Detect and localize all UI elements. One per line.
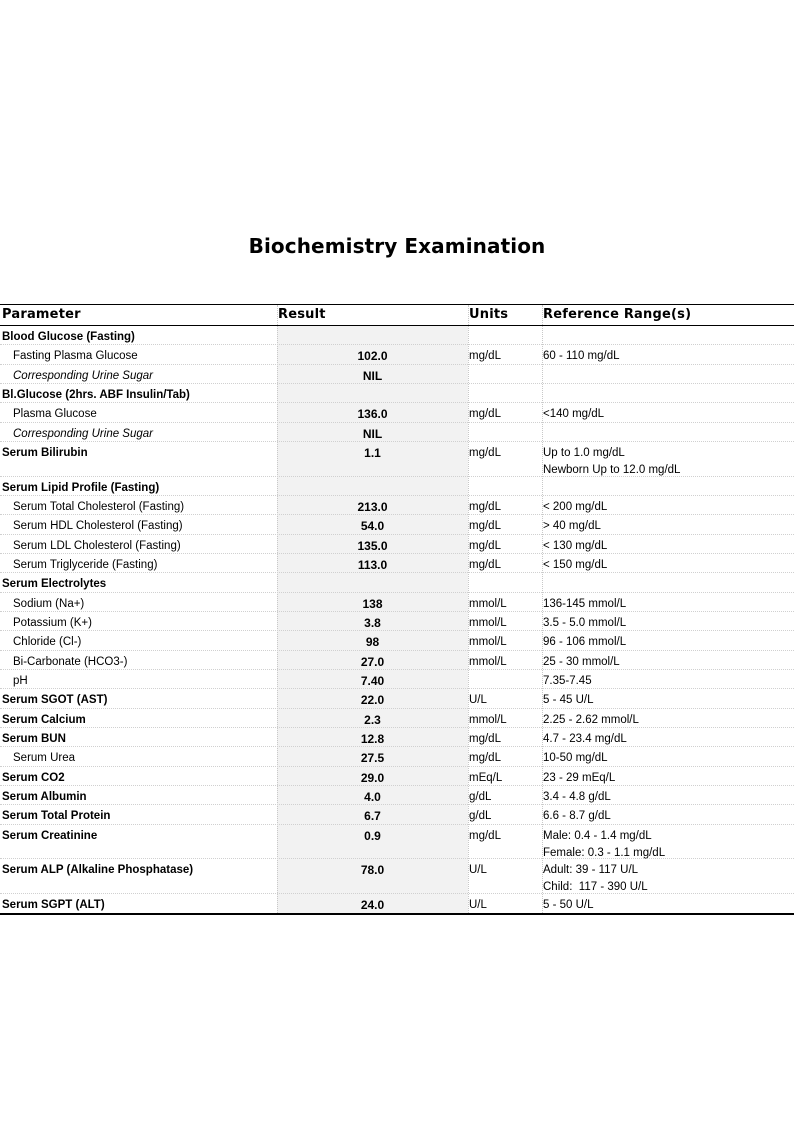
row-result: NIL <box>362 426 383 441</box>
row-result: 3.8 <box>364 615 381 630</box>
row-parameter: Serum Triglyceride (Fasting) <box>13 558 158 571</box>
row-reference: 7.35-7.45 <box>543 675 592 687</box>
reference-line: Newborn Up to 12.0 mg/dL <box>543 464 681 477</box>
row-result: 78.0 <box>360 863 385 878</box>
row-parameter: pH <box>13 675 28 687</box>
page-title: Biochemistry Examination <box>248 234 546 258</box>
table-row <box>0 631 794 650</box>
row-result: 27.0 <box>360 654 385 669</box>
reference-line: Male: 0.4 - 1.4 mg/dL <box>543 829 652 842</box>
row-parameter: Chloride (Cl-) <box>13 636 82 649</box>
reference-line: Up to 1.0 mg/dL <box>543 447 625 460</box>
row-reference: 96 - 106 mmol/L <box>543 636 627 649</box>
table-row <box>0 496 794 515</box>
row-parameter: Serum Calcium <box>2 713 86 726</box>
row-reference: 136-145 mmol/L <box>543 597 627 610</box>
row-result: 6.7 <box>364 809 381 824</box>
header-reference: Reference Range(s) <box>543 307 692 322</box>
row-result: 7.40 <box>360 674 385 688</box>
row-parameter: Corresponding Urine Sugar <box>13 427 153 440</box>
table-row <box>0 728 794 747</box>
row-parameter: Serum HDL Cholesterol (Fasting) <box>13 520 183 533</box>
reference-line: Female: 0.3 - 1.1 mg/dL <box>543 846 666 859</box>
row-parameter: Serum CO2 <box>2 771 65 784</box>
row-parameter: Serum Total Cholesterol (Fasting) <box>13 500 185 513</box>
row-reference: <140 mg/dL <box>543 408 605 421</box>
row-units: mg/dL <box>469 558 501 571</box>
row-result: 2.3 <box>364 712 381 727</box>
row-units: U/L <box>469 898 487 911</box>
row-result: 98 <box>365 635 380 650</box>
row-parameter: Serum SGOT (AST) <box>2 694 108 707</box>
row-reference <box>543 828 665 862</box>
row-reference: 3.5 - 5.0 mmol/L <box>543 616 627 629</box>
row-reference: 5 - 45 U/L <box>543 694 594 707</box>
row-units: mmol/L <box>469 616 507 629</box>
row-parameter: Serum Albumin <box>2 791 87 804</box>
row-reference: < 150 mg/dL <box>543 558 608 571</box>
row-parameter: Bl.Glucose (2hrs. ABF Insulin/Tab) <box>2 389 190 402</box>
row-parameter: Bi-Carbonate (HCO3-) <box>13 655 128 668</box>
row-units: mg/dL <box>469 829 501 842</box>
table-row <box>0 326 794 345</box>
row-reference: < 130 mg/dL <box>543 539 608 552</box>
row-reference: < 200 mg/dL <box>543 500 608 513</box>
table-row <box>0 554 794 573</box>
row-parameter: Serum Urea <box>13 752 75 765</box>
row-result: 4.0 <box>364 790 381 805</box>
row-parameter: Serum ALP (Alkaline Phosphatase) <box>2 864 194 877</box>
table-row <box>0 651 794 670</box>
row-result: 102.0 <box>357 349 388 364</box>
table-row <box>0 515 794 534</box>
row-result: NIL <box>362 368 383 383</box>
row-result: 1.1 <box>364 446 381 461</box>
row-result: 135.0 <box>357 538 388 553</box>
row-parameter: Sodium (Na+) <box>13 597 85 610</box>
table-row <box>0 593 794 612</box>
row-reference: 6.6 - 8.7 g/dL <box>543 810 611 823</box>
row-reference: 5 - 50 U/L <box>543 898 594 911</box>
table-row <box>0 345 794 364</box>
table-row <box>0 786 794 805</box>
row-result: 54.0 <box>360 519 385 534</box>
table-row <box>0 747 794 766</box>
row-units: mg/dL <box>469 752 501 765</box>
row-units: mg/dL <box>469 350 501 363</box>
row-units: mg/dL <box>469 500 501 513</box>
row-reference: 4.7 - 23.4 mg/dL <box>543 733 627 746</box>
row-units: mg/dL <box>469 408 501 421</box>
row-parameter: Serum Total Protein <box>2 810 111 823</box>
row-reference: 23 - 29 mEq/L <box>543 771 616 784</box>
row-result: 27.5 <box>360 751 385 766</box>
row-result: 0.9 <box>364 828 381 843</box>
row-units: mmol/L <box>469 636 507 649</box>
table-row <box>0 612 794 631</box>
row-parameter: Serum Electrolytes <box>2 578 107 591</box>
row-parameter: Corresponding Urine Sugar <box>13 369 153 382</box>
row-reference <box>543 445 680 479</box>
row-result: 12.8 <box>360 732 385 747</box>
row-units: g/dL <box>469 810 492 823</box>
row-units: mg/dL <box>469 520 501 533</box>
reference-line: Child: 117 - 390 U/L <box>543 881 648 894</box>
table-row <box>0 403 794 422</box>
row-parameter: Serum BUN <box>2 733 66 746</box>
row-units: mg/dL <box>469 447 501 460</box>
row-parameter: Fasting Plasma Glucose <box>13 350 138 363</box>
row-parameter: Blood Glucose (Fasting) <box>2 331 135 343</box>
row-parameter: Serum LDL Cholesterol (Fasting) <box>13 539 181 552</box>
row-parameter: Serum SGPT (ALT) <box>2 898 105 911</box>
row-units: U/L <box>469 694 487 707</box>
row-result: 138 <box>362 596 383 611</box>
row-units: mEq/L <box>469 771 503 784</box>
table-row <box>0 709 794 728</box>
row-result: 24.0 <box>360 897 385 912</box>
row-reference: > 40 mg/dL <box>543 520 601 533</box>
row-parameter: Plasma Glucose <box>13 408 97 421</box>
table-row <box>0 689 794 708</box>
row-units: mg/dL <box>469 733 501 746</box>
row-units: U/L <box>469 864 487 877</box>
row-reference: 25 - 30 mmol/L <box>543 655 620 668</box>
table-row <box>0 384 794 403</box>
row-units: mmol/L <box>469 655 507 668</box>
table-row <box>0 573 794 592</box>
header-units: Units <box>469 307 509 322</box>
row-result: 29.0 <box>360 770 385 785</box>
table-row <box>0 825 794 860</box>
table-row <box>0 767 794 786</box>
table-row <box>0 535 794 554</box>
table-header <box>0 305 794 326</box>
table-row <box>0 670 794 689</box>
row-parameter: Serum Lipid Profile (Fasting) <box>2 481 160 494</box>
table-row <box>0 423 794 442</box>
results-table <box>0 304 794 915</box>
row-result: 136.0 <box>357 407 388 422</box>
row-reference <box>543 862 648 896</box>
row-units: mg/dL <box>469 539 501 552</box>
table-row <box>0 477 794 496</box>
row-reference: 10-50 mg/dL <box>543 752 608 765</box>
table-row <box>0 365 794 384</box>
row-parameter: Serum Creatinine <box>2 829 98 842</box>
table-row <box>0 805 794 824</box>
row-result: 113.0 <box>357 557 388 572</box>
reference-line: Adult: 39 - 117 U/L <box>543 864 639 877</box>
row-reference: 60 - 110 mg/dL <box>543 350 620 363</box>
header-parameter: Parameter <box>2 307 81 322</box>
row-units: g/dL <box>469 791 492 804</box>
row-parameter: Serum Bilirubin <box>2 447 88 460</box>
table-row <box>0 859 794 894</box>
row-reference: 2.25 - 2.62 mmol/L <box>543 713 639 726</box>
row-units: mmol/L <box>469 713 507 726</box>
row-result: 22.0 <box>360 693 385 708</box>
table-row <box>0 442 794 477</box>
table-row <box>0 894 794 913</box>
row-result: 213.0 <box>357 499 388 514</box>
row-parameter: Potassium (K+) <box>13 616 92 629</box>
header-result: Result <box>278 307 326 322</box>
row-reference: 3.4 - 4.8 g/dL <box>543 791 611 804</box>
row-units: mmol/L <box>469 597 507 610</box>
